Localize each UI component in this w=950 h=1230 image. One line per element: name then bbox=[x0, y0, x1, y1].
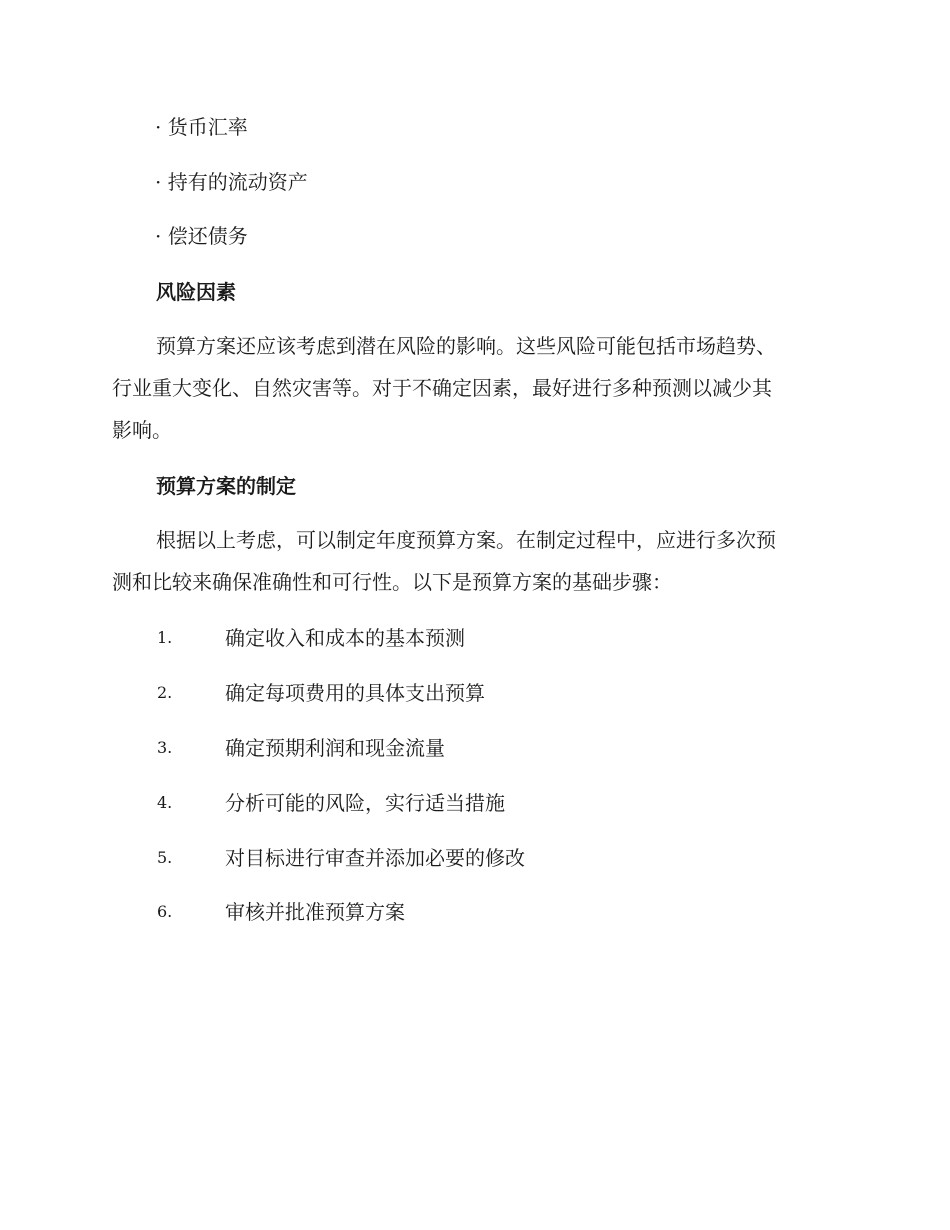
step-item bbox=[0, 679, 950, 707]
paragraph-line: 影响。 bbox=[112, 418, 172, 442]
section-heading-plan: 预算方案的制定 bbox=[156, 474, 296, 498]
paragraph-line: 预算方案还应该考虑到潜在风险的影响。这些风险可能包括市场趋势、 bbox=[156, 334, 776, 358]
step-item bbox=[0, 624, 950, 652]
step-text: 对目标进行审查并添加必要的修改 bbox=[225, 846, 525, 870]
section-heading-risk: 风险因素 bbox=[156, 280, 236, 304]
step-number: 4. bbox=[157, 793, 173, 812]
step-number: 6. bbox=[157, 902, 173, 921]
step-number: 1. bbox=[157, 628, 173, 647]
bullet-item-debt-repayment: · 偿还债务 bbox=[155, 224, 248, 248]
paragraph-line: 测和比较来确保准确性和可行性。以下是预算方案的基础步骤： bbox=[112, 570, 672, 594]
step-number: 2. bbox=[157, 683, 173, 702]
step-item bbox=[0, 844, 950, 872]
step-text: 确定收入和成本的基本预测 bbox=[225, 626, 465, 650]
paragraph-plan bbox=[112, 519, 842, 603]
step-text: 确定每项费用的具体支出预算 bbox=[225, 681, 485, 705]
step-item bbox=[0, 734, 950, 762]
paragraph-line: 根据以上考虑，可以制定年度预算方案。在制定过程中，应进行多次预 bbox=[156, 528, 776, 552]
step-item bbox=[0, 898, 950, 926]
paragraph-line: 行业重大变化、自然灾害等。对于不确定因素，最好进行多种预测以减少其 bbox=[112, 376, 772, 400]
step-number: 3. bbox=[157, 738, 173, 757]
paragraph-risk bbox=[112, 325, 842, 451]
step-item bbox=[0, 789, 950, 817]
bullet-item-liquid-assets: · 持有的流动资产 bbox=[155, 170, 308, 194]
step-number: 5. bbox=[157, 848, 173, 867]
bullet-item-exchange-rate: · 货币汇率 bbox=[155, 115, 248, 139]
step-text: 确定预期利润和现金流量 bbox=[225, 736, 445, 760]
step-text: 分析可能的风险，实行适当措施 bbox=[225, 791, 505, 815]
step-text: 审核并批准预算方案 bbox=[225, 900, 405, 924]
